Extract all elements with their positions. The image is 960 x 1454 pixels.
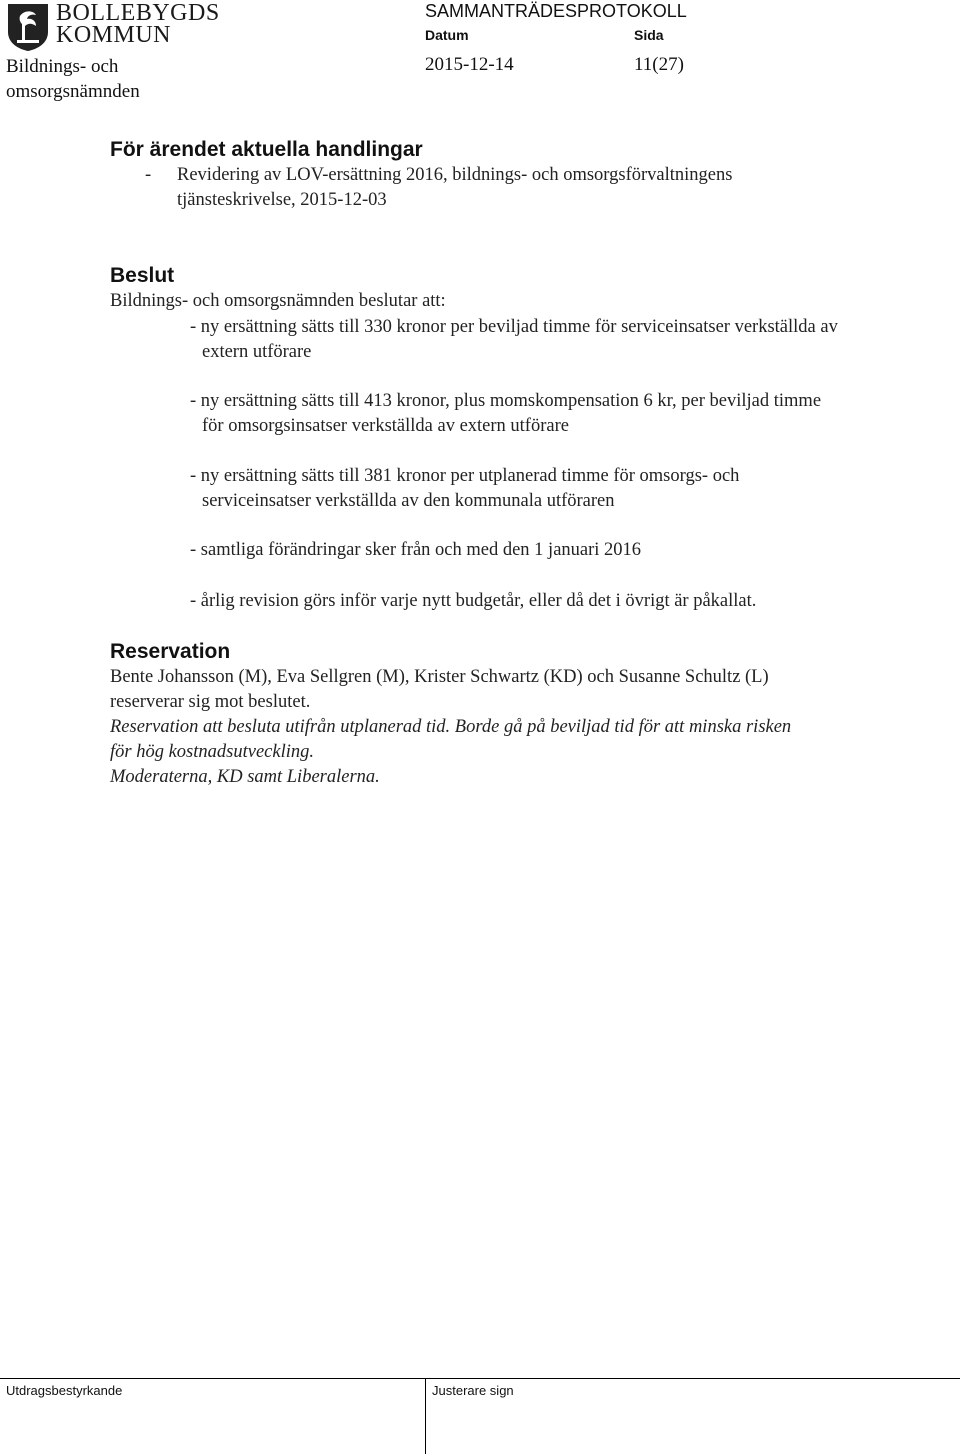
- page-number: 11(27): [634, 54, 684, 75]
- decision-point-line: extern utförare: [202, 342, 312, 362]
- reservation-note-line3: Moderaterna, KD samt Liberalerna.: [110, 767, 380, 787]
- decision-point-line: - samtliga förändringar sker från och med den 1 januari 2016: [190, 540, 642, 560]
- committee-name-line2: omsorgsnämnden: [6, 81, 140, 102]
- page-label: Sida: [634, 27, 664, 43]
- document-type: SAMMANTRÄDESPROTOKOLL: [425, 1, 687, 21]
- decision-point-line: serviceinsatser verkställda av den kommunala utföraren: [202, 491, 615, 511]
- organization-name-line1: BOLLEBYGDS: [56, 0, 220, 26]
- document-item-dash: -: [145, 165, 152, 185]
- decision-point-line: - ny ersättning sätts till 413 kronor, plus momskompensation 6 kr, per beviljad timme: [190, 391, 822, 411]
- document-item-line2: tjänsteskrivelse, 2015-12-03: [177, 190, 387, 210]
- decision-point-line: - ny ersättning sätts till 330 kronor per beviljad timme för serviceinsatser verkställda av: [190, 317, 838, 337]
- documents-heading: För ärendet aktuella handlingar: [110, 138, 423, 161]
- footer-certification-label: Utdragsbestyrkande: [6, 1383, 123, 1398]
- decision-point-line: för omsorgsinsatser verkställda av extern utförare: [202, 416, 569, 436]
- decision-heading: Beslut: [110, 264, 175, 287]
- decision-intro: Bildnings- och omsorgsnämnden beslutar att:: [110, 291, 446, 311]
- footer-signature-label: Justerare sign: [432, 1383, 514, 1398]
- municipal-shield-icon: [6, 2, 50, 52]
- document-item-line1: Revidering av LOV-ersättning 2016, bildnings- och omsorgsförvaltningens: [177, 165, 733, 185]
- reservation-line1: Bente Johansson (M), Eva Sellgren (M), Krister Schwartz (KD) och Susanne Schultz (L): [110, 667, 769, 687]
- decision-point-line: - årlig revision görs inför varje nytt budgetår, eller då det i övrigt är påkallat.: [190, 591, 757, 611]
- reservation-line2: reserverar sig mot beslutet.: [110, 692, 311, 712]
- reservation-note-line2: för hög kostnadsutveckling.: [110, 742, 314, 762]
- date-label: Datum: [425, 27, 469, 43]
- footer-divider-vertical: [425, 1378, 426, 1454]
- footer-divider-horizontal: [0, 1378, 960, 1379]
- decision-point-line: - ny ersättning sätts till 381 kronor per utplanerad timme för omsorgs- och: [190, 466, 740, 486]
- date-value: 2015-12-14: [425, 54, 514, 75]
- reservation-note-line1: Reservation att besluta utifrån utplanerad tid. Borde gå på beviljad tid för att minska risken: [110, 717, 792, 737]
- reservation-heading: Reservation: [110, 640, 231, 663]
- organization-name-line2: KOMMUN: [56, 22, 172, 48]
- committee-name-line1: Bildnings- och: [6, 56, 119, 77]
